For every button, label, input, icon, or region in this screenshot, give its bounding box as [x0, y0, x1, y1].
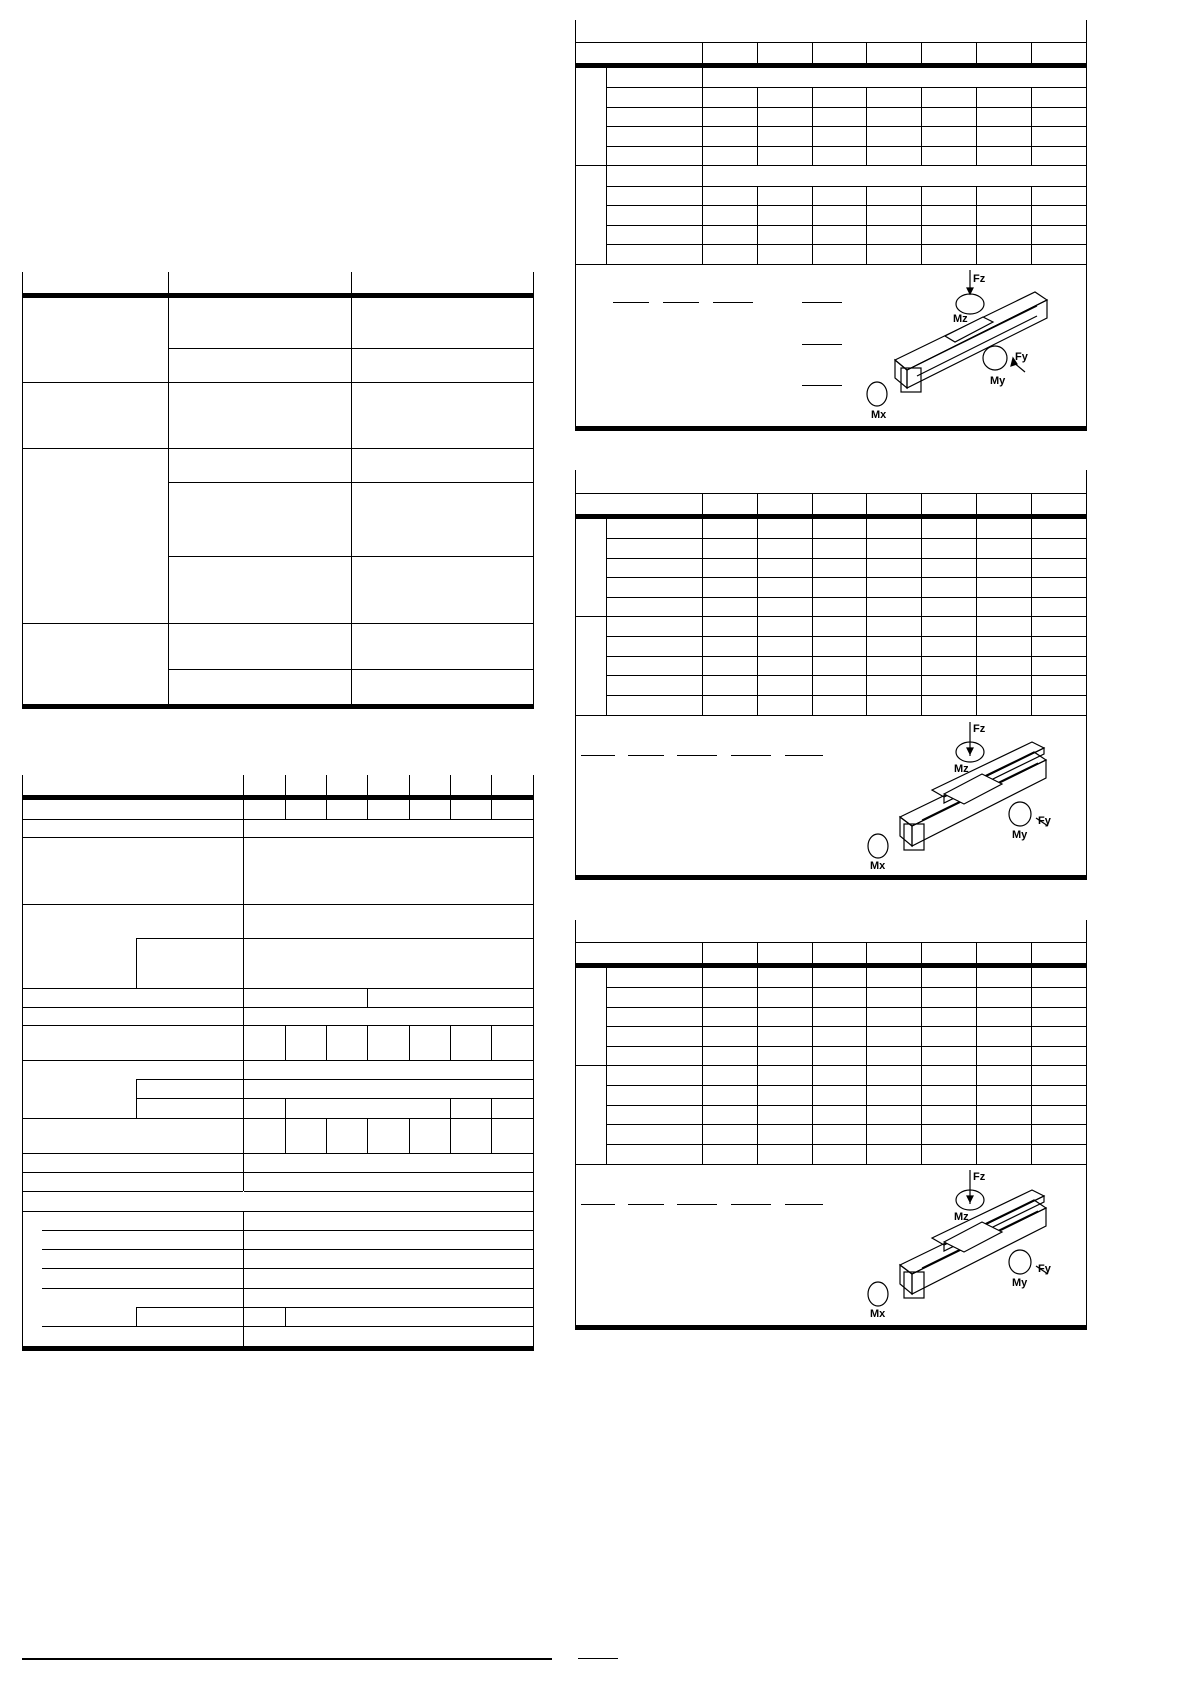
footer-rule [22, 1658, 552, 1660]
label-my: My [1012, 829, 1028, 841]
label-mz: Mz [954, 763, 969, 775]
label-my: My [1012, 1277, 1028, 1289]
cylinder-drawing-c [862, 1170, 1057, 1320]
label-fz: Fz [973, 273, 986, 285]
cylinder-drawing-a [865, 270, 1055, 425]
label-mz: Mz [954, 1211, 969, 1223]
label-fy: Fy [1038, 1263, 1051, 1275]
label-mx: Mx [870, 1308, 886, 1320]
label-fy: Fy [1038, 815, 1051, 827]
label-fz: Fz [973, 723, 986, 735]
label-my: My [990, 375, 1006, 387]
label-mx: Mx [870, 860, 886, 872]
label-fy: Fy [1015, 351, 1028, 363]
footer-rule-right [578, 1658, 618, 1659]
cylinder-drawing-b [862, 722, 1057, 872]
label-fz: Fz [973, 1171, 986, 1183]
label-mz: Mz [953, 313, 968, 325]
label-mx: Mx [871, 409, 887, 421]
